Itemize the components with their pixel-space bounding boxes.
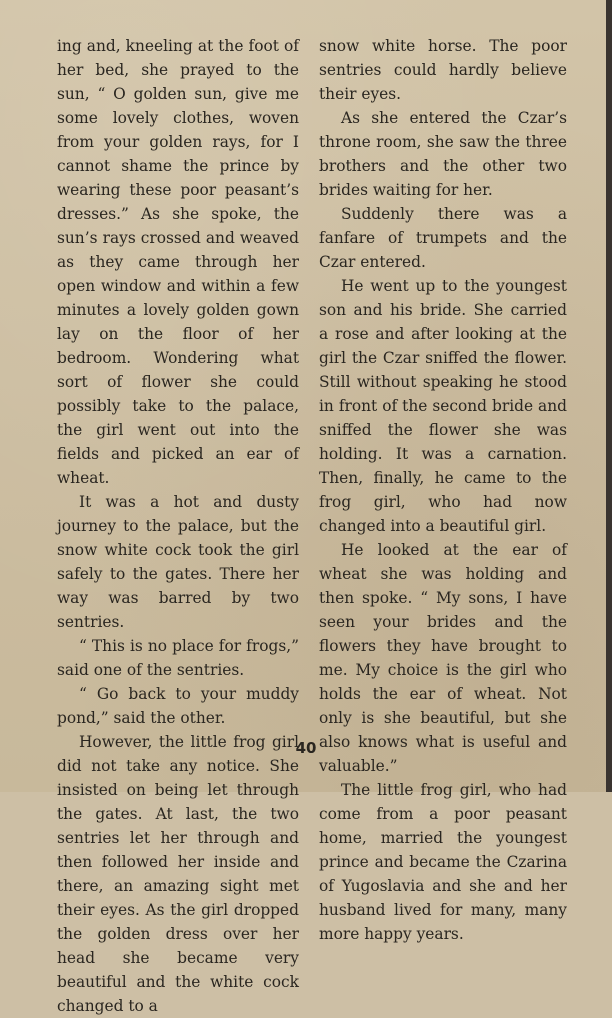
paragraph-throne-room: As she entered the Czar’s throne room, she saw the three brothers and the other two brides waiting for her.: [319, 109, 567, 199]
paragraph-sentry-two: “ Go back to your muddy pond,” said the other.: [57, 685, 299, 727]
paragraph-fanfare: Suddenly there was a fanfare of trumpets and the Czar entered.: [319, 205, 567, 271]
left-text-column: [57, 34, 299, 1018]
page-number: 40: [295, 739, 317, 757]
paragraph-transformation: However, the little frog girl did not take any notice. She insisted on being let through the gates. At last, the two sentries let her through and then followed her inside and there, an amazing sight met their eyes. As the girl dropped the golden dress over her head she became very beautiful and the white cock changed to a: [57, 733, 299, 1015]
paragraph-continued: ing and, kneeling at the foot of her bed, she prayed to the sun, “ O golden sun, give me some lovely clothes, woven from your golden rays, for I cannot shame the prince by wearing these poor peasant’s dresses.” As she spoke, the sun’s rays crossed and weaved as they came through her open window and within a few minutes a lovely golden gown lay on the floor of her bedroom. Wondering what sort of flower she could possibly take to the palace, the girl went out into the fields and picked an ear of wheat.: [57, 37, 299, 487]
right-text-column: [319, 34, 567, 946]
page-edge-shadow: [606, 0, 612, 792]
paragraph-flowers: He went up to the youngest son and his bride. She carried a rose and after looking at the girl the Czar sniffed the flower. Still without speaking he stood in front of the second bride and sniffed the flower she was holding. It was a carnation. Then, finally, he came to the frog girl, who had now changed into a beautiful girl.: [319, 277, 567, 535]
paragraph-sentry-one: “ This is no place for frogs,” said one of the sentries.: [57, 637, 299, 679]
paragraph-journey: It was a hot and dusty journey to the palace, but the snow white cock took the girl safely to the gates. There her way was barred by two sentries.: [57, 493, 299, 631]
paragraph-ending: The little frog girl, who had come from a poor peasant home, married the youngest prince and became the Czarina of Yugoslavia and she and her husband lived for many, many more happy years.: [319, 781, 567, 943]
paragraph-choice: He looked at the ear of wheat she was holding and then spoke. “ My sons, I have seen your brides and the flowers they have brought to me. My choice is the girl who holds the ear of wheat. Not only is she beautiful, but she also knows what is useful and valuable.”: [319, 541, 567, 775]
paragraph-horse: snow white horse. The poor sentries could hardly believe their eyes.: [319, 37, 567, 103]
